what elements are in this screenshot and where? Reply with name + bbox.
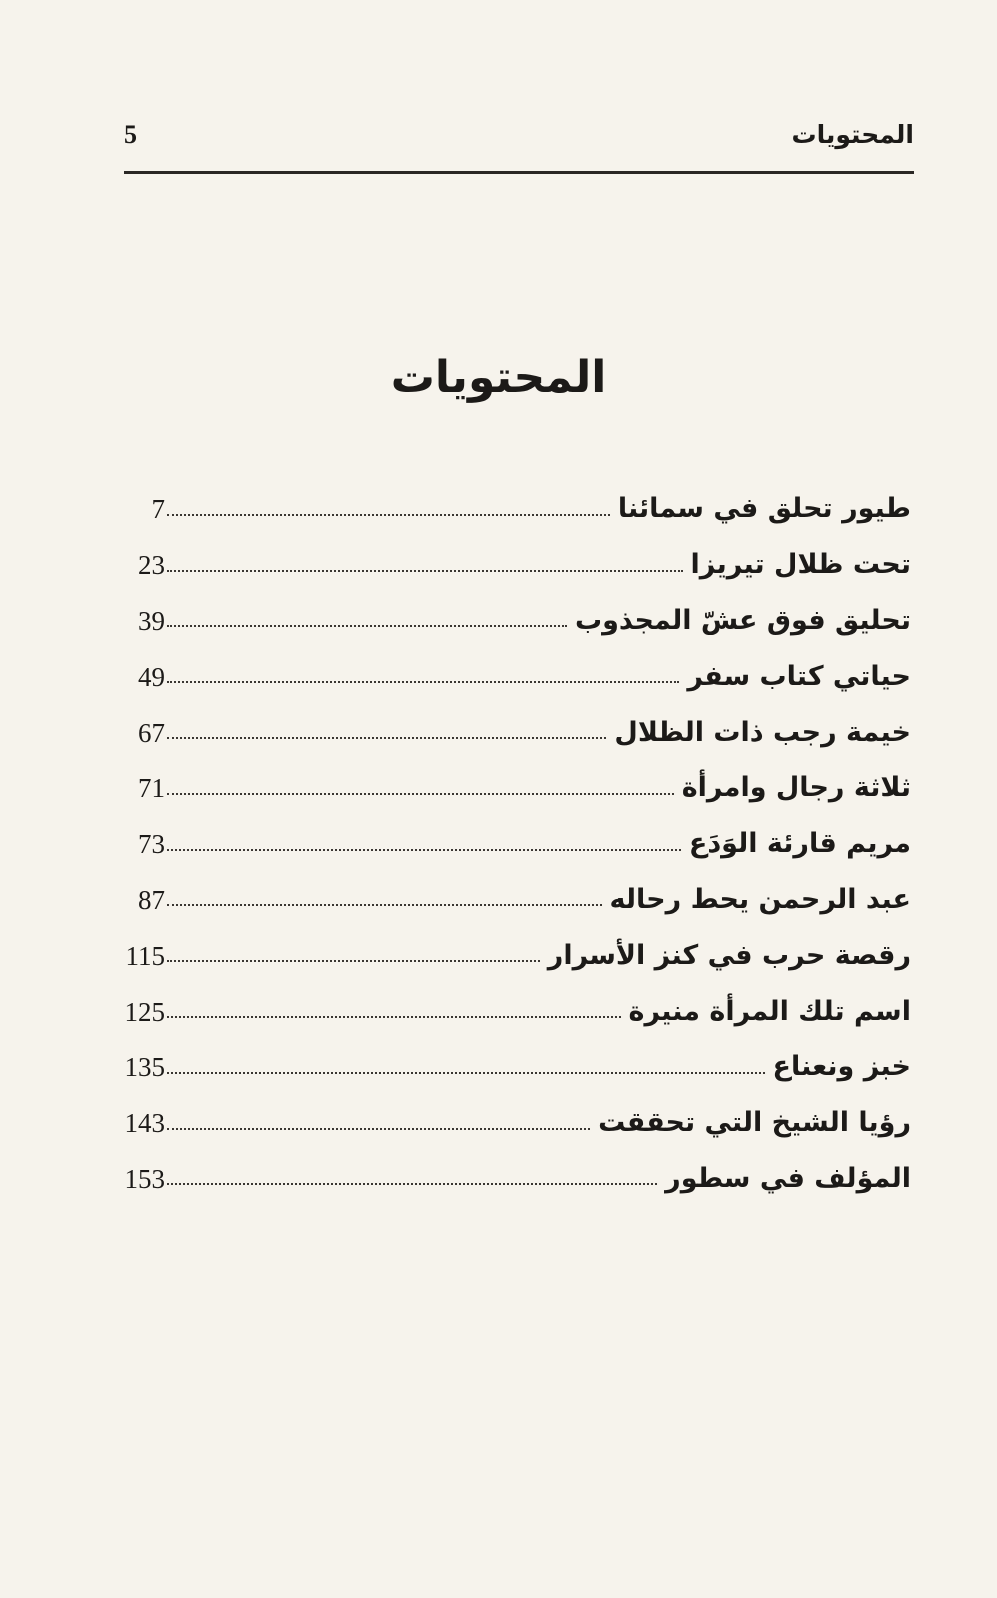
toc-entry	[113, 693, 911, 749]
header-rule	[124, 171, 914, 174]
toc-entry-title: تحليق فوق عشّ المجذوب	[575, 605, 911, 636]
toc-entry-leader	[167, 681, 679, 683]
toc-entry-page: 125	[124, 996, 165, 1027]
toc-entry-leader	[167, 960, 540, 962]
toc-entry-leader	[167, 1072, 765, 1074]
running-title: المحتويات	[791, 120, 914, 149]
toc-entry-leader	[167, 904, 602, 906]
toc-entry-page: 23	[138, 550, 165, 581]
toc-entry	[113, 1028, 911, 1084]
toc-entry-leader	[167, 1128, 590, 1130]
toc-entry-title: مريم قارئة الوَدَع	[688, 828, 911, 860]
toc-entry	[113, 805, 911, 861]
toc-entry	[113, 1084, 911, 1140]
page-number: 5	[124, 120, 137, 149]
toc-entry-title: تحت ظلال تيريزا	[690, 549, 911, 581]
toc-entry-leader	[167, 849, 681, 851]
toc-entry-title: اسم تلك المرأة منيرة	[628, 995, 911, 1027]
toc-entry	[113, 582, 911, 638]
toc-entry-page: 115	[125, 940, 165, 971]
toc-entry-page: 153	[124, 1163, 165, 1194]
toc-entry	[113, 526, 911, 582]
toc-entry	[113, 637, 911, 693]
toc-entry-page: 135	[124, 1052, 165, 1083]
toc-entry-title: خيمة رجب ذات الظلال	[614, 716, 911, 748]
toc-entry-leader	[167, 570, 683, 572]
toc-entry-page: 7	[151, 494, 165, 525]
toc-entry	[113, 916, 911, 972]
toc-entry-leader	[167, 514, 610, 516]
toc-entry-page: 73	[138, 829, 165, 860]
toc-entry	[113, 861, 911, 917]
toc-entry-title: رؤيا الشيخ التي تحققت	[598, 1107, 911, 1139]
toc-entry-page: 143	[124, 1108, 165, 1139]
toc-entry-title: عبد الرحمن يحط رحاله	[609, 883, 911, 915]
toc-entry-page: 87	[138, 884, 165, 915]
toc-entry-leader	[167, 737, 606, 739]
toc-entry-page: 67	[138, 717, 165, 748]
toc-entry-title: حياتي كتاب سفر	[687, 660, 911, 692]
toc-entry-page: 49	[138, 661, 165, 692]
toc-entry-title: ثلاثة رجال وامرأة	[681, 772, 911, 804]
toc-entry	[113, 749, 911, 805]
toc-entry-title: طيور تحلق في سمائنا	[617, 493, 911, 525]
toc-entry-title: المؤلف في سطور	[665, 1162, 911, 1194]
toc-entry-leader	[167, 625, 567, 627]
toc-entry-title: رقصة حرب في كنز الأسرار	[547, 939, 911, 971]
toc-entry-leader	[167, 1183, 657, 1185]
toc-list	[113, 470, 911, 1195]
toc-entry	[113, 972, 911, 1028]
running-header	[124, 112, 914, 172]
toc-entry-leader	[167, 1016, 621, 1018]
toc-entry	[113, 1140, 911, 1196]
toc-entry-page: 71	[138, 773, 165, 804]
toc-entry-page: 39	[138, 606, 165, 636]
toc-heading: المحتويات	[390, 352, 607, 403]
toc-entry-leader	[167, 793, 674, 795]
toc-entry	[113, 470, 911, 526]
toc-entry-title: خبز ونعناع	[772, 1051, 911, 1083]
